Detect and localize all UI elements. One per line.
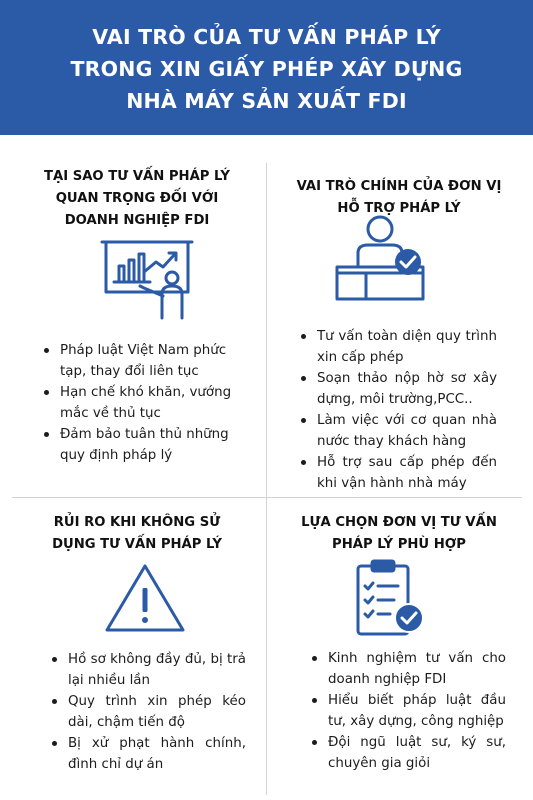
section-choice-title xyxy=(272,512,526,556)
horizontal-divider xyxy=(12,497,522,498)
list-item: Tư vấn toàn diện quy trình xin cấp phép xyxy=(297,326,497,368)
section-choice-title-line-1: LỰA CHỌN ĐƠN VỊ TƯ VẤN xyxy=(301,515,497,530)
section-risk-title-line-1: RỦI RO KHI KHÔNG SỬ xyxy=(53,515,221,530)
header-title-line-1: VAI TRÒ CỦA TƯ VẤN PHÁP LÝ xyxy=(92,24,441,49)
header-banner xyxy=(0,0,533,135)
list-item: Đội ngũ luật sư, ký sư, chuyên gia giỏi xyxy=(308,732,506,774)
list-item: Hạn chế khó khăn, vướng mắc về thủ tục xyxy=(40,382,246,424)
vertical-divider xyxy=(266,163,267,795)
section-why-title-line-2: QUAN TRỌNG ĐỐI VỚI xyxy=(55,191,219,206)
header-title-line-3: NHÀ MÁY SẢN XUẤT FDI xyxy=(126,88,407,113)
section-why-title-line-3: DOANH NGHIỆP FDI xyxy=(64,213,210,228)
section-why-title xyxy=(12,166,262,232)
section-choice-bullets xyxy=(308,648,506,774)
list-item: Hồ sơ không đầy đủ, bị trả lại nhiều lần xyxy=(48,649,246,691)
list-item: Hiểu biết pháp luật đầu tư, xây dựng, công nghiệp xyxy=(308,690,506,732)
list-item: Hỗ trợ sau cấp phép đến khi vận hành nhà máy xyxy=(297,452,497,494)
checklist-icon xyxy=(354,558,426,638)
support-desk-icon xyxy=(334,213,426,301)
header-title-line-2: TRONG XIN GIẤY PHÉP XÂY DỰNG xyxy=(70,56,463,81)
section-why-bullets xyxy=(40,340,246,466)
section-role-bullets xyxy=(297,326,497,494)
section-risk-bullets xyxy=(48,649,246,775)
presentation-chart-icon xyxy=(100,238,196,320)
list-item: Soạn thảo nộp hờ sơ xây dựng, môi trường,PCC.. xyxy=(297,368,497,410)
list-item: Bị xử phạt hành chính, đình chỉ dự án xyxy=(48,733,246,775)
list-item: Làm việc với cơ quan nhà nước thay khách hàng xyxy=(297,410,497,452)
list-item: Pháp luật Việt Nam phức tạp, thay đổi liên tục xyxy=(40,340,246,382)
section-why-title-line-1: TẠI SAO TƯ VẤN PHÁP LÝ xyxy=(44,169,230,184)
section-risk-title xyxy=(12,512,262,556)
list-item: Đảm bảo tuân thủ những quy định pháp lý xyxy=(40,424,246,466)
section-role-title-line-1: VAI TRÒ CHÍNH CỦA ĐƠN VỊ xyxy=(296,179,502,194)
list-item: Quy trình xin phép kéo dài, chậm tiến độ xyxy=(48,691,246,733)
list-item: Kinh nghiệm tư vấn cho doanh nghiệp FDI xyxy=(308,648,506,690)
warning-icon xyxy=(103,562,187,634)
section-choice-title-line-2: PHÁP LÝ PHÙ HỢP xyxy=(332,537,466,552)
section-role-title-line-2: HỖ TRỢ PHÁP LÝ xyxy=(337,201,461,216)
section-risk-title-line-2: DỤNG TƯ VẤN PHÁP LÝ xyxy=(52,537,222,552)
